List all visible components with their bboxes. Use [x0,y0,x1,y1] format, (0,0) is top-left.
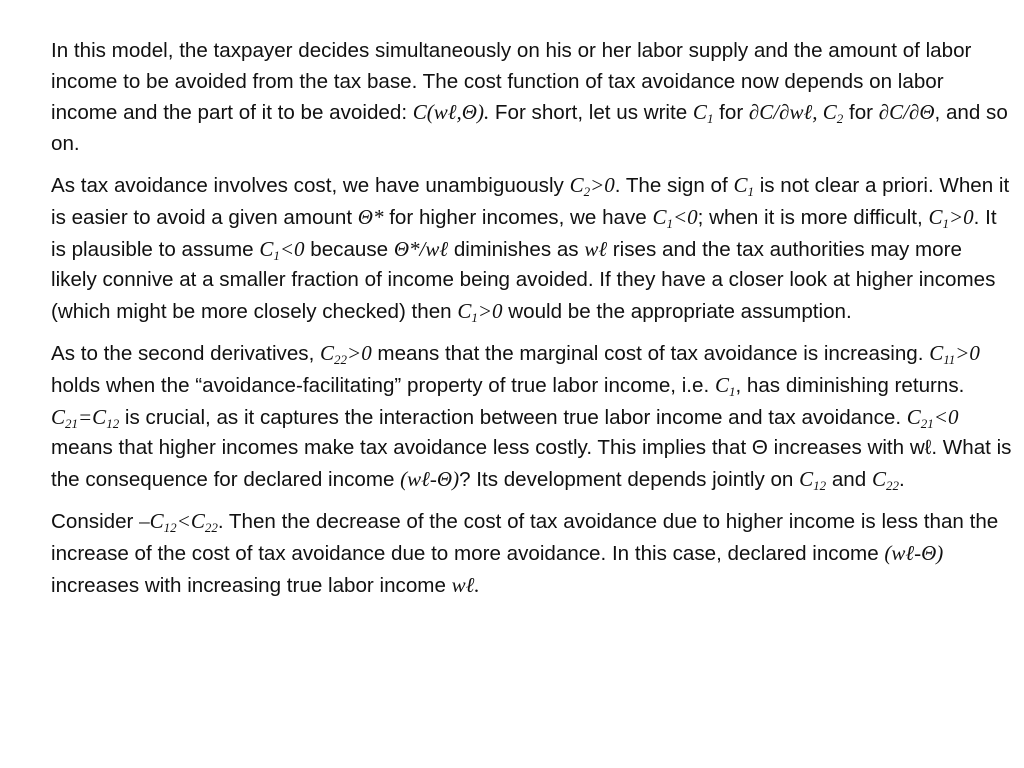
math-subscript: 21 [65,415,79,431]
math-expression [413,100,489,124]
math-symbol: C [320,341,335,366]
text-run: diminishes as [448,237,585,261]
paragraph-1 [51,36,1013,159]
math-symbol: Θ* [357,204,384,229]
math-symbol: C [799,466,814,491]
text-run: is crucial, as it captures the interaction between true labor income and tax avoidance. [119,405,907,429]
math-expression [358,205,384,229]
math-symbol: C [51,404,66,429]
text-run: for [713,101,749,125]
text-run: because [304,237,394,261]
math-symbol: C [714,372,729,397]
paragraph-2 [51,170,1013,327]
math-symbol: >0 [590,173,615,198]
text-run: . It is plausible to assume [51,205,997,261]
math-symbol: C(wℓ,Θ). [412,100,490,125]
math-symbol: C [733,173,748,198]
math-symbol: C [652,204,667,229]
paragraph-3 [51,338,1013,495]
text-run: ; when it is more difficult, [697,205,929,229]
text-run: is not clear a priori. When it is easier to avoid a given amount [51,174,1010,229]
math-expression [907,405,959,429]
math-symbol: >0 [955,341,980,366]
math-subscript: 1 [942,215,949,231]
math-symbol: C [569,173,584,198]
text-run: ? Its development depends jointly on [459,467,800,491]
paragraph-4 [51,506,1013,601]
math-expression [584,237,607,261]
text-run: for [843,101,879,125]
slide-text-body [51,36,1013,612]
math-symbol: C [928,204,943,229]
math-expression [692,100,714,127]
text-run: and [826,467,872,491]
math-expression [799,467,826,491]
math-subscript: 11 [943,352,956,368]
math-expression [715,373,736,397]
math-symbol: <0 [279,236,305,261]
text-run: . Then the decrease of the cost of tax avoidance due to higher income is less than the increase of the cost of tax avoidance due to more avoidance. In this case, declared income [51,510,999,565]
math-expression [51,405,119,429]
math-subscript: 22 [204,520,218,536]
math-expression [879,100,935,124]
math-symbol: <C [176,509,205,534]
math-subscript: 22 [334,352,348,368]
text-run: , has diminishing returns. [735,373,965,397]
math-symbol: –C [139,509,164,534]
math-expression [569,173,615,200]
math-subscript: 21 [920,415,934,431]
math-expression [929,341,980,368]
math-symbol: wℓ. [451,572,480,597]
math-expression [139,509,218,536]
math-subscript: 1 [471,309,478,325]
math-subscript: 1 [747,184,754,200]
math-expression [320,341,372,368]
math-expression [733,173,754,200]
text-run: Consider [51,510,140,534]
math-symbol: (wℓ-Θ) [884,540,944,565]
math-expression [928,205,973,229]
math-symbol: ∂C/∂Θ [878,100,935,125]
math-expression [872,467,899,491]
math-expression [884,541,943,565]
math-symbol: >0 [477,298,503,323]
text-run: . The sign of [614,174,734,198]
math-symbol: >0 [949,204,974,229]
math-symbol: <0 [672,204,698,229]
math-subscript: 1 [273,247,280,263]
text-run: , and so on. [51,101,1008,155]
math-symbol: C [929,341,944,366]
math-symbol: (wℓ-Θ) [400,466,460,491]
text-run: increases with increasing true labor income [51,573,452,597]
math-expression [259,237,304,261]
text-run: As tax avoidance involves cost, we have unambiguously [51,174,570,198]
math-subscript: 22 [885,477,899,493]
text-run: would be the appropriate assumption. [502,299,852,323]
text-run: means that higher incomes make tax avoidance less costly. This implies that Θ increases with wℓ. What is the consequence for declared income [51,436,1012,491]
math-subscript: 1 [728,383,736,399]
math-subscript: 1 [706,111,714,127]
math-expression [652,205,697,229]
math-symbol: C [259,236,274,261]
math-subscript: 2 [583,184,591,200]
text-run: for higher incomes, we have [383,205,653,229]
math-symbol: =C [78,404,107,429]
text-run: In this model, the taxpayer decides simultaneously on his or her labor supply and the amount of labor income to be avoided from the tax base. The cost function of tax avoidance now depends on labor income and the part of it to be avoided: [51,39,972,125]
math-subscript: 12 [106,415,120,431]
text-run: holds when the “avoidance-facilitating” property of true labor income, i.e. [51,373,715,397]
math-symbol: C [871,466,886,491]
text-run: rises and the tax authorities may more likely connive at a smaller fraction of income being avoided. If they have a closer look at higher incomes (which might be more closely checked) then [51,237,996,323]
math-symbol: C [692,100,707,125]
text-run: . [898,467,905,491]
math-subscript: 12 [813,477,827,493]
math-subscript: 1 [666,215,673,231]
math-symbol: Θ*/wℓ [393,236,449,261]
math-symbol: ∂C/∂wℓ, C [748,100,837,125]
math-symbol: >0 [347,341,372,366]
math-expression [400,467,459,491]
math-symbol: C [457,298,472,323]
math-symbol: wℓ [584,236,608,261]
math-expression [452,573,480,597]
math-symbol: C [906,404,921,429]
math-symbol: <0 [933,404,959,429]
text-run: means that the marginal cost of tax avoidance is increasing. [371,342,930,366]
math-expression [748,100,844,127]
math-expression [394,237,448,261]
math-subscript: 12 [163,520,177,536]
text-run: For short, let us write [489,101,693,125]
math-expression [457,299,502,323]
text-run: As to the second derivatives, [51,342,321,366]
math-subscript: 2 [836,111,844,127]
